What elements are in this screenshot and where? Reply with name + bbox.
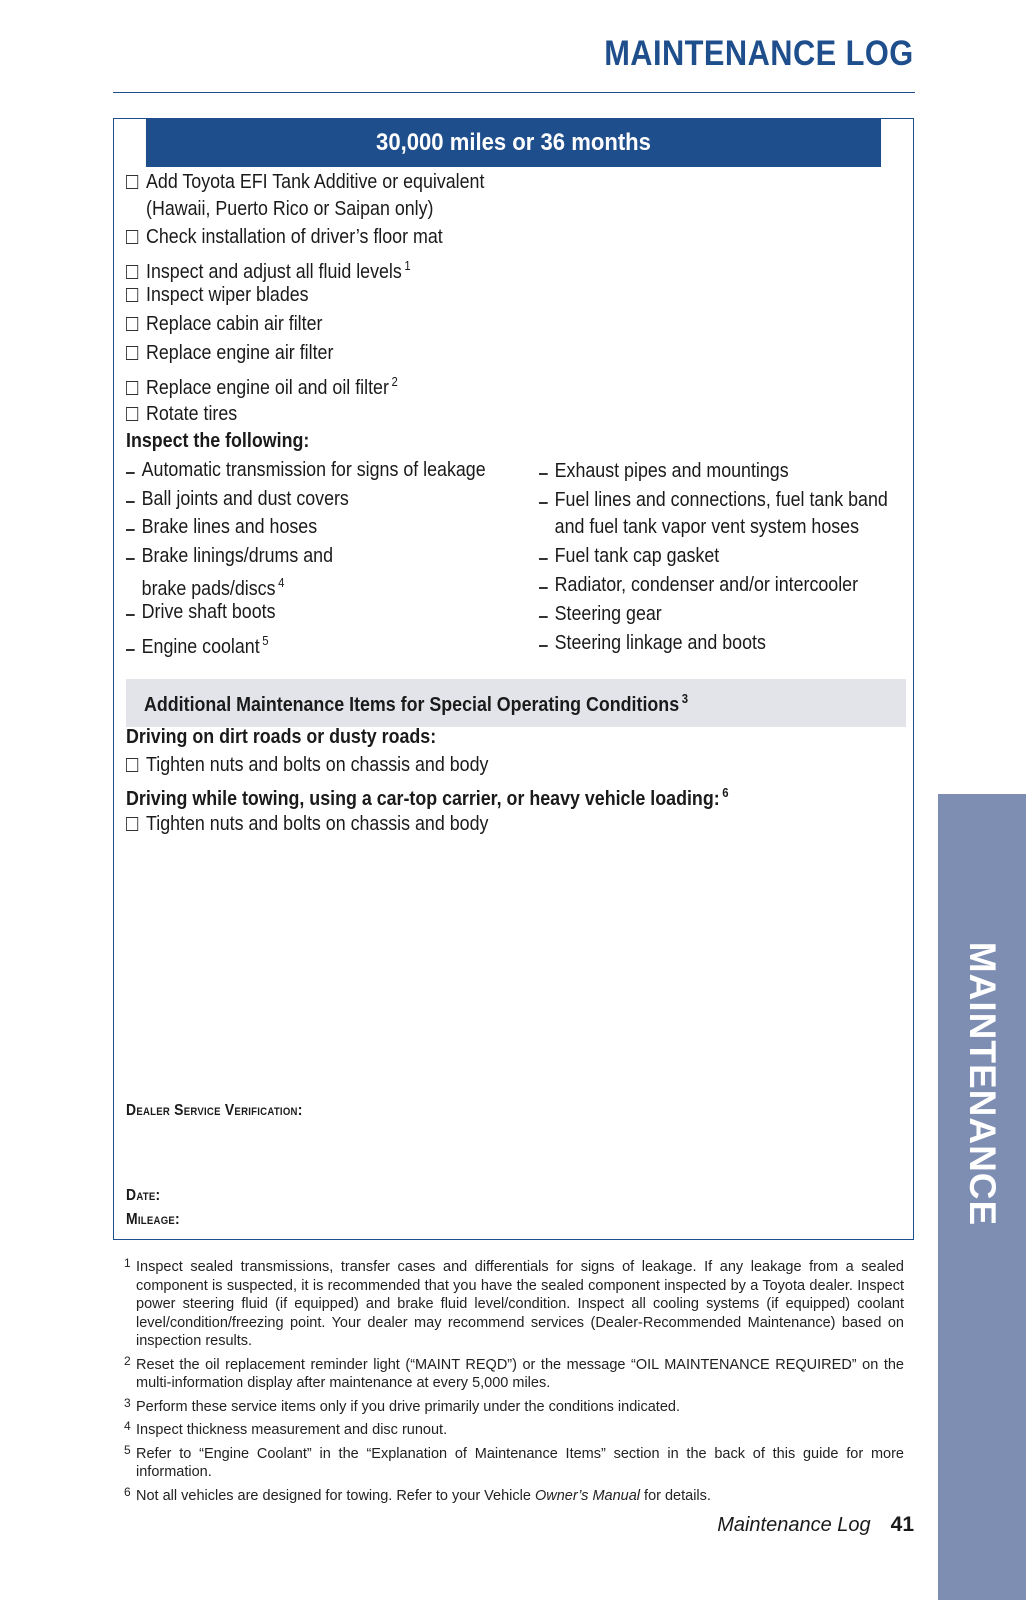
checklist-item: Replace engine oil and oil filter $^2$ [126, 368, 438, 401]
checkbox[interactable] [126, 175, 138, 189]
checklist-item: Rotate tires [126, 400, 254, 427]
checklist-item: Replace engine air filter [126, 339, 364, 366]
checklist-item: Check installation of driver’s floor mat [126, 223, 490, 250]
footnote: 2 Reset the oil replacement reminder light (“MAINT REQD”) or the message “OIL MAINTENANCE REQUIRED” on the multi-information display after maintenance at every 5,000 miles. [124, 1353, 904, 1391]
inspect-item: Engine coolant $^5$ [126, 627, 290, 660]
blank-line [539, 558, 548, 560]
condition-heading: Driving while towing, using a car-top carrier, or heavy vehicle loading: $^6$ [126, 785, 729, 810]
inspect-item: Automatic transmission for signs of leakage [126, 456, 539, 483]
blank-line [126, 614, 135, 616]
inspect-item: Brake lines and hoses [126, 513, 346, 540]
title-divider [113, 92, 915, 93]
blank-line [539, 502, 548, 504]
side-section-tab [938, 794, 1026, 1600]
checklist-item: Tighten nuts and bolts on chassis and body [126, 751, 543, 778]
checkbox[interactable] [126, 317, 138, 331]
checklist-item: Tighten nuts and bolts on chassis and body [126, 810, 543, 837]
blank-line [126, 529, 135, 531]
footnote: 5 Refer to “Engine Coolant” in the “Explanation of Maintenance Items” section in the back of this guide for more information. [124, 1442, 904, 1480]
inspect-item: Ball joints and dust covers [126, 485, 382, 512]
owners-manual-title: Owner’s Manual [534, 1487, 641, 1504]
blank-line [126, 649, 135, 651]
checkbox[interactable] [126, 288, 138, 302]
checklist-item: Inspect and adjust all fluid levels $^1$ [126, 252, 453, 285]
checkbox[interactable] [126, 758, 138, 772]
condition-heading: Driving on dirt roads or dusty roads: [126, 725, 437, 748]
blank-line [539, 473, 548, 475]
checklist-item: Replace cabin air filter [126, 310, 352, 337]
blank-line [126, 501, 135, 503]
inspect-item: Fuel lines and connections, fuel tank band and fuel tank vapor vent system hoses [539, 486, 940, 540]
footnote: 6 Not all vehicles are designed for towing. Refer to your Vehicle Owner’s Manual for details. [124, 1484, 711, 1504]
maintenance-box [113, 118, 914, 1240]
inspect-heading: Inspect the following: [126, 429, 310, 452]
blank-line [539, 645, 548, 647]
blank-line [539, 587, 548, 589]
inspect-item: Exhaust pipes and mountings [539, 457, 826, 484]
blank-line [126, 472, 135, 474]
checkbox[interactable] [126, 381, 138, 395]
side-tab-label: MAINTENANCE [962, 941, 1003, 1227]
footer-section-label: Maintenance Log [717, 1514, 871, 1536]
checkbox[interactable] [126, 407, 138, 421]
dealer-verification-label: Dealer Service Verification: [126, 1102, 303, 1119]
inspect-item: Steering linkage and boots [539, 629, 800, 656]
inspect-item: Brake linings/drums and brake pads/discs $^4$ [126, 542, 364, 602]
checkbox[interactable] [126, 230, 138, 244]
inspect-item: Drive shaft boots [126, 598, 298, 625]
additional-maintenance-title: Additional Maintenance Items for Special Operating Conditions $^3$ [144, 691, 689, 716]
footnote: 3 Perform these service items only if you drive primarily under the conditions indicated. [124, 1395, 680, 1415]
additional-maintenance-band [126, 679, 906, 727]
date-label: Date: [126, 1187, 161, 1204]
interval-header: 30,000 miles or 36 months [146, 119, 881, 167]
blank-line [126, 558, 135, 560]
footnote: 1 Inspect sealed transmissions, transfer cases and differentials for signs of leakage. If any leakage from a sealed component is suspected, it is recommended that you have the sealed component inspected by a Toyota dealer. Inspect power steering fluid (if equipped) and brake fluid level/condition. Inspect all cooling systems (if equipped) coolant level/condition/freezing point. Your dealer may recommend services (Dealer-Recommended Maintenance) based on inspection results. [124, 1256, 904, 1349]
checkbox[interactable] [126, 817, 138, 831]
mileage-label: Mileage: [126, 1211, 180, 1228]
inspect-item: Fuel tank cap gasket [539, 542, 746, 569]
page-title: MAINTENANCE LOG [604, 34, 914, 73]
inspect-item: Radiator, condenser and/or intercooler [539, 571, 906, 598]
footnote: 4 Inspect thickness measurement and disc runout. [124, 1419, 448, 1438]
checkbox[interactable] [126, 346, 138, 360]
page-number: 41 [890, 1513, 914, 1536]
checkbox[interactable] [126, 265, 138, 279]
checklist-item: Inspect wiper blades [126, 281, 336, 308]
inspect-item: Steering gear [539, 600, 680, 627]
blank-line [539, 616, 548, 618]
footnotes [124, 1258, 904, 1510]
page-footer [717, 1513, 914, 1537]
checklist-item: Add Toyota EFI Tank Additive or equivalent (Hawaii, Puerto Rico or Saipan only) [126, 168, 538, 222]
